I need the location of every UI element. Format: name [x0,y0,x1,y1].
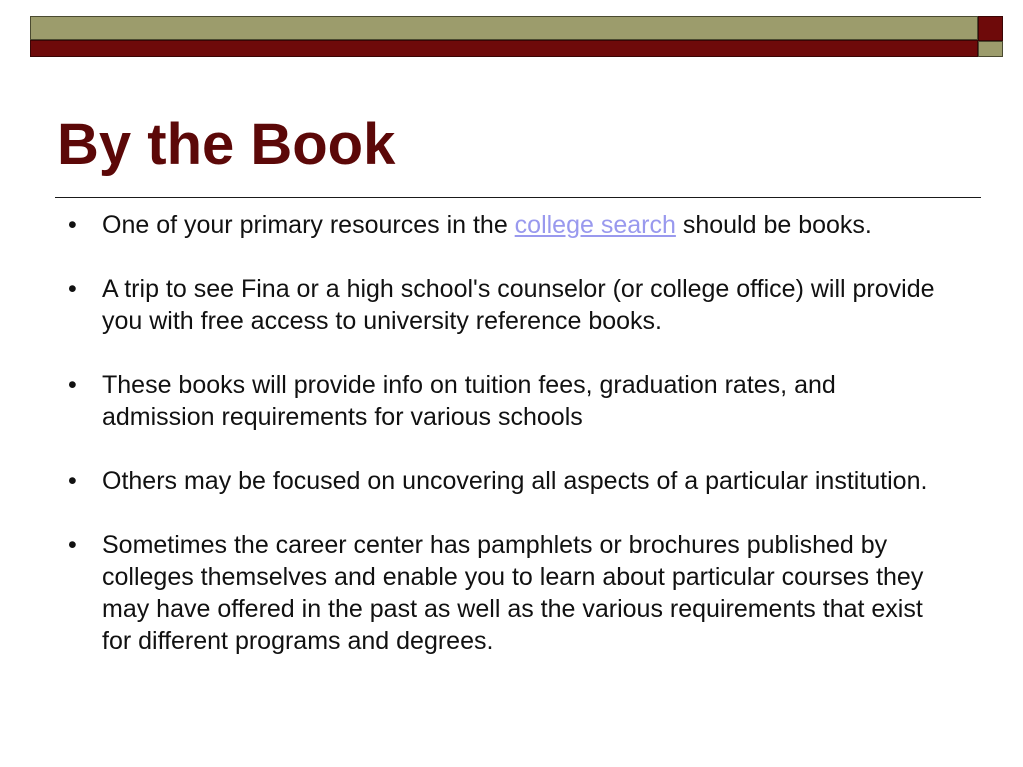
bullet-text-before-link: One of your primary resources in the [102,211,515,239]
header-square-maroon [978,16,1003,41]
bullet-list [64,209,954,657]
bullet-dot: • [68,467,77,495]
bullet-item-4 [64,465,954,497]
bullet-item-5 [64,529,954,657]
bullet-text: These books will provide info on tuition fees, graduation rates, and admission requirements for various schools [102,371,836,431]
bullet-item-1 [64,209,954,241]
bullet-text-after-link: should be books. [675,211,872,239]
bullet-dot: • [68,211,77,239]
bullet-text: Sometimes the career center has pamphlets or brochures published by colleges themselves and enable you to learn about particular courses they may have offered in the past as well as the various requirements that exist for different programs and degrees. [102,531,924,655]
bullet-dot: • [68,531,77,559]
bullet-dot: • [68,371,77,399]
college-search-link[interactable]: college search [514,211,676,239]
header-band-maroon [30,40,978,57]
bullet-item-3 [64,369,954,433]
bullet-item-2 [64,273,954,337]
title-underline [55,197,981,198]
header-square-olive [978,41,1003,57]
bullet-text: Others may be focused on uncovering all aspects of a particular institution. [102,467,928,495]
bullet-text: A trip to see Fina or a high school's counselor (or college office) will provide you with free access to university reference books. [102,275,935,335]
bullet-dot: • [68,275,77,303]
slide-title: By the Book [57,112,396,177]
header-band-olive [30,16,978,40]
